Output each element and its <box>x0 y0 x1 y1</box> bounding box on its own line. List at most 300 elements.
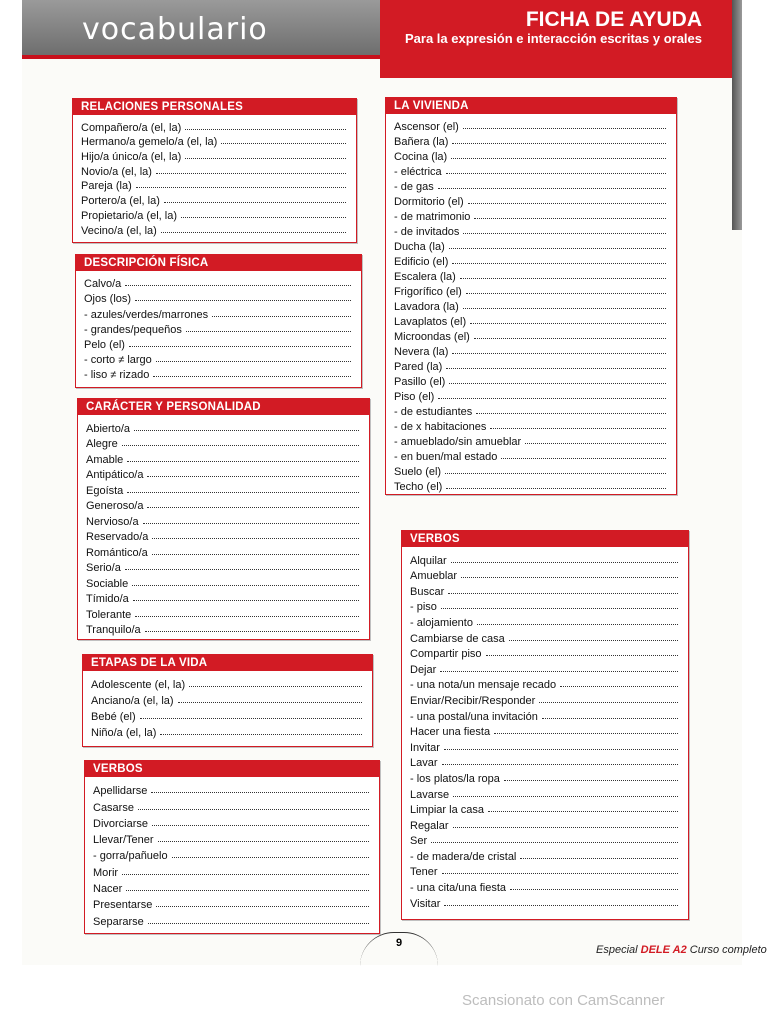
answer-line <box>470 322 666 324</box>
answer-line <box>451 561 678 563</box>
vocab-term: Lavar <box>410 757 438 770</box>
answer-line <box>474 337 666 339</box>
vocab-term: Tranquilo/a <box>86 624 141 636</box>
vocab-term: Ascensor (el) <box>394 121 459 133</box>
vocab-term: Casarse <box>93 801 134 814</box>
answer-line <box>172 856 369 858</box>
answer-line <box>468 202 666 204</box>
vocab-term: - azules/verdes/marrones <box>84 308 209 321</box>
box-caracter <box>77 398 370 640</box>
vocab-term: Ser <box>410 835 428 848</box>
box-verbos-1 <box>84 760 380 934</box>
vocab-term: Amable <box>86 453 124 466</box>
vocab-entry <box>394 478 676 493</box>
vocab-entry <box>86 621 369 637</box>
vocab-entry <box>410 832 688 848</box>
vocab-term: Calvo/a <box>84 278 122 291</box>
vocab-entry <box>394 418 676 433</box>
vocab-entry <box>410 691 688 707</box>
vocab-entry <box>394 133 676 148</box>
vocab-term: Separarse <box>93 915 144 928</box>
vocab-entry <box>394 388 676 403</box>
answer-line <box>127 460 359 462</box>
answer-line <box>135 615 359 617</box>
vocab-entry <box>81 148 356 163</box>
answer-line <box>161 231 346 233</box>
vocab-entry <box>410 660 688 676</box>
vocab-entry <box>86 528 369 544</box>
vocab-term: Lavarse <box>410 788 450 801</box>
box-header: RELACIONES PERSONALES <box>73 99 356 115</box>
vocab-term: Sociable <box>86 577 129 590</box>
answer-line <box>221 142 346 144</box>
answer-line <box>504 779 678 781</box>
vocab-term: Romántico/a <box>86 546 148 559</box>
vocab-term: Hijo/a único/a (el, la) <box>81 151 182 164</box>
answer-line <box>145 630 359 632</box>
page-edge-shadow <box>732 0 742 230</box>
vocab-term: Buscar <box>410 585 445 598</box>
answer-line <box>178 701 362 703</box>
vocab-term: Anciano/a (el, la) <box>91 695 174 707</box>
ficha-header <box>380 0 732 78</box>
answer-line <box>431 841 678 843</box>
vocab-entry <box>93 814 379 830</box>
vocab-term: Tolerante <box>86 608 132 621</box>
answer-line <box>463 232 666 234</box>
vocab-term: Nevera (la) <box>394 346 449 358</box>
vocab-term: Bebé (el) <box>91 711 136 723</box>
answer-line <box>442 872 678 874</box>
vocab-term: Propietario/a (el, la) <box>81 209 177 222</box>
vocab-entry <box>86 512 369 528</box>
vocab-term: - de madera/de cristal <box>410 850 517 863</box>
vocab-entry <box>410 754 688 770</box>
answer-line <box>539 701 678 703</box>
box-header: LA VIVIENDA <box>386 98 676 114</box>
scanner-watermark: Scansionato con CamScanner <box>462 992 665 1009</box>
answer-line <box>143 522 359 524</box>
vocab-term: Vecino/a (el, la) <box>81 224 157 237</box>
vocab-term: - gorra/pañuelo <box>93 850 168 863</box>
vocab-entry <box>410 769 688 785</box>
vocab-term: Escalera (la) <box>394 271 456 283</box>
answer-line <box>461 576 678 578</box>
vocab-entry <box>394 448 676 463</box>
vocab-term: Bañera (la) <box>394 136 449 148</box>
vocab-term: - amueblado/sin amueblar <box>394 436 522 448</box>
vocab-entry <box>394 328 676 343</box>
vocab-entry <box>84 351 361 366</box>
vocab-entry <box>394 178 676 193</box>
vocab-term: Piso (el) <box>394 391 435 403</box>
vocab-term: Nervioso/a <box>86 515 139 528</box>
vocab-term: Suelo (el) <box>394 466 442 478</box>
vocab-entry <box>86 419 369 435</box>
answer-line <box>125 284 351 286</box>
vocab-term: Divorciarse <box>93 817 149 830</box>
vocab-entry <box>410 878 688 894</box>
vocab-term: Niño/a (el, la) <box>91 727 157 739</box>
ficha-subtitle: Para la expresión e interacción escritas y orales <box>405 31 702 46</box>
vocab-term: Frigorífico (el) <box>394 286 462 298</box>
answer-line <box>444 904 678 906</box>
answer-line <box>135 299 351 301</box>
vocab-term: Dejar <box>410 663 437 676</box>
vocab-entry <box>81 178 356 193</box>
answer-line <box>212 315 351 317</box>
vocab-entry <box>410 629 688 645</box>
vocab-entry <box>410 847 688 863</box>
answer-line <box>185 157 346 159</box>
vocab-entry <box>394 268 676 283</box>
vocab-entry <box>84 290 361 305</box>
vocab-term: Nacer <box>93 883 123 896</box>
answer-line <box>153 375 351 377</box>
answer-line <box>452 262 666 264</box>
vocab-entry <box>84 366 361 381</box>
vocab-term: Abierto/a <box>86 422 131 435</box>
answer-line <box>125 568 359 570</box>
vocab-entry <box>86 590 369 606</box>
answer-line <box>510 888 678 890</box>
vocab-entry <box>81 222 356 237</box>
answer-line <box>152 537 359 539</box>
vocabulario-banner <box>22 0 380 59</box>
answer-line <box>122 444 359 446</box>
vocab-term: Antipático/a <box>86 469 144 481</box>
answer-line <box>127 491 359 493</box>
answer-line <box>476 412 666 414</box>
vocab-entry <box>394 238 676 253</box>
box-verbos-2 <box>401 530 689 920</box>
vocab-term: Cambiarse de casa <box>410 632 505 645</box>
vocab-entry <box>86 481 369 497</box>
section-title: vocabulario <box>82 12 268 47</box>
vocab-term: Serio/a <box>86 562 121 574</box>
answer-line <box>488 810 678 812</box>
vocab-term: Hacer una fiesta <box>410 726 491 739</box>
vocab-term: Portero/a (el, la) <box>81 195 160 208</box>
vocab-term: - piso <box>410 601 437 614</box>
vocab-term: Techo (el) <box>394 481 443 493</box>
vocab-term: Presentarse <box>93 899 153 912</box>
vocab-entry <box>93 879 379 895</box>
answer-line <box>138 808 369 810</box>
box-vivienda <box>385 97 677 495</box>
answer-line <box>453 826 678 828</box>
vocab-term: - una postal/una invitación <box>410 710 538 723</box>
vocab-term: Llevar/Tener <box>93 834 154 847</box>
vocab-term: Pasillo (el) <box>394 376 446 388</box>
vocab-entry <box>394 208 676 223</box>
vocab-entry <box>93 781 379 797</box>
vocab-entry <box>91 723 372 739</box>
answer-line <box>134 429 359 431</box>
answer-line <box>466 292 666 294</box>
vocab-entry <box>410 598 688 614</box>
page-number: 9 <box>360 932 438 966</box>
answer-line <box>453 795 678 797</box>
vocab-entry <box>394 148 676 163</box>
answer-line <box>122 873 369 875</box>
box-header: VERBOS <box>85 761 379 777</box>
vocab-entry <box>81 207 356 222</box>
vocab-entry <box>394 193 676 208</box>
vocab-term: Lavadora (la) <box>394 301 459 313</box>
vocab-entry <box>394 253 676 268</box>
vocab-entry <box>84 305 361 320</box>
answer-line <box>438 187 666 189</box>
vocab-entry <box>91 691 372 707</box>
answer-line <box>129 345 351 347</box>
word-list <box>386 114 676 493</box>
vocab-entry <box>410 567 688 583</box>
answer-line <box>147 506 359 508</box>
vocab-entry <box>410 676 688 692</box>
answer-line <box>133 599 359 601</box>
vocab-term: Invitar <box>410 741 440 754</box>
vocab-term: Tímido/a <box>86 593 129 605</box>
vocab-term: Novio/a (el, la) <box>81 165 152 178</box>
box-etapas <box>82 654 373 747</box>
vocab-entry <box>410 738 688 754</box>
vocab-term: - de invitados <box>394 226 460 238</box>
vocab-entry <box>93 830 379 846</box>
answer-line <box>509 639 678 641</box>
answer-line <box>136 186 346 188</box>
vocab-entry <box>86 605 369 621</box>
vocab-term: Lavaplatos (el) <box>394 316 467 328</box>
answer-line <box>140 717 362 719</box>
answer-line <box>181 216 346 218</box>
vocab-term: - los platos/la ropa <box>410 772 500 785</box>
vocab-entry <box>394 283 676 298</box>
ficha-title: FICHA DE AYUDA <box>525 8 702 31</box>
vocab-term: Regalar <box>410 819 449 832</box>
vocab-entry <box>84 321 361 336</box>
publication-footer <box>596 944 767 956</box>
vocab-term: - de matrimonio <box>394 211 471 223</box>
vocab-entry <box>86 559 369 575</box>
answer-line <box>158 840 369 842</box>
answer-line <box>185 128 346 130</box>
vocab-entry <box>410 723 688 739</box>
box-header: CARÁCTER Y PERSONALIDAD <box>78 399 369 415</box>
answer-line <box>463 307 666 309</box>
vocab-term: Pelo (el) <box>84 338 125 351</box>
answer-line <box>440 670 678 672</box>
answer-line <box>474 217 666 219</box>
vocab-entry <box>410 816 688 832</box>
vocab-entry <box>410 801 688 817</box>
vocab-entry <box>394 358 676 373</box>
vocab-term: Microondas (el) <box>394 331 470 343</box>
answer-line <box>451 157 666 159</box>
word-list <box>83 671 372 739</box>
vocab-entry <box>86 497 369 513</box>
vocab-entry <box>86 466 369 482</box>
vocab-term: Alquilar <box>410 554 447 567</box>
vocab-entry <box>91 675 372 691</box>
vocab-term: - de gas <box>394 181 434 193</box>
answer-line <box>156 172 346 174</box>
answer-line <box>449 382 666 384</box>
vocab-entry <box>410 863 688 879</box>
box-header: ETAPAS DE LA VIDA <box>83 655 372 671</box>
vocab-entry <box>394 223 676 238</box>
vocab-term: - de x habitaciones <box>394 421 487 433</box>
vocab-term: - en buen/mal estado <box>394 451 498 463</box>
answer-line <box>520 857 678 859</box>
word-list <box>73 115 356 237</box>
vocab-term: - corto ≠ largo <box>84 354 152 367</box>
vocab-entry <box>93 797 379 813</box>
vocab-entry <box>394 118 676 133</box>
answer-line <box>449 247 666 249</box>
vocab-entry <box>410 707 688 723</box>
vocab-entry <box>410 551 688 567</box>
answer-line <box>151 791 369 793</box>
box-descripcion <box>75 254 362 388</box>
vocab-term: - eléctrica <box>394 166 442 178</box>
answer-line <box>444 748 678 750</box>
vocab-entry <box>86 450 369 466</box>
vocab-term: - alojamiento <box>410 616 473 629</box>
vocab-term: Ojos (los) <box>84 293 132 306</box>
answer-line <box>189 685 362 687</box>
vocab-term: Ducha (la) <box>394 241 445 253</box>
answer-line <box>560 685 678 687</box>
answer-line <box>152 824 369 826</box>
answer-line <box>445 472 666 474</box>
answer-line <box>477 623 678 625</box>
answer-line <box>160 733 362 735</box>
vocab-entry <box>93 862 379 878</box>
vocab-term: Egoísta <box>86 484 124 497</box>
answer-line <box>448 592 678 594</box>
vocab-term: Visitar <box>410 897 441 910</box>
vocab-term: Compañero/a (el, la) <box>81 121 182 134</box>
answer-line <box>148 922 369 924</box>
answer-line <box>525 442 666 444</box>
answer-line <box>463 127 666 129</box>
vocab-entry <box>410 894 688 910</box>
vocab-entry <box>86 435 369 451</box>
vocab-entry <box>84 336 361 351</box>
vocab-term: Hermano/a gemelo/a (el, la) <box>81 136 218 149</box>
vocab-term: Alegre <box>86 438 118 450</box>
vocab-term: Tener <box>410 866 438 879</box>
answer-line <box>132 584 359 586</box>
vocab-term: Generoso/a <box>86 500 144 512</box>
answer-line <box>494 732 678 734</box>
answer-line <box>126 889 369 891</box>
box-relaciones <box>72 98 357 243</box>
vocab-entry <box>394 343 676 358</box>
vocab-entry <box>81 163 356 178</box>
vocab-entry <box>394 163 676 178</box>
answer-line <box>452 142 666 144</box>
word-list <box>76 271 361 381</box>
answer-line <box>460 277 666 279</box>
vocab-term: Adolescente (el, la) <box>91 679 186 691</box>
answer-line <box>438 397 666 399</box>
vocab-term: Morir <box>93 866 119 879</box>
vocab-term: Edificio (el) <box>394 256 449 268</box>
answer-line <box>452 352 666 354</box>
vocab-entry <box>410 582 688 598</box>
answer-line <box>446 367 666 369</box>
vocab-entry <box>81 134 356 149</box>
vocab-entry <box>394 433 676 448</box>
vocab-entry <box>394 463 676 478</box>
vocab-entry <box>410 785 688 801</box>
vocab-term: - de estudiantes <box>394 406 473 418</box>
vocab-entry <box>81 192 356 207</box>
vocab-entry <box>93 911 379 927</box>
vocab-term: Pared (la) <box>394 361 443 373</box>
answer-line <box>186 330 351 332</box>
answer-line <box>441 607 678 609</box>
box-header: VERBOS <box>402 531 688 547</box>
vocab-entry <box>84 275 361 290</box>
word-list <box>402 547 688 910</box>
answer-line <box>446 487 666 489</box>
answer-line <box>486 654 678 656</box>
vocab-entry <box>394 373 676 388</box>
vocab-term: Apellidarse <box>93 785 148 798</box>
vocab-entry <box>394 298 676 313</box>
vocab-entry <box>86 574 369 590</box>
answer-line <box>446 172 666 174</box>
answer-line <box>156 360 351 362</box>
answer-line <box>442 763 678 765</box>
vocab-entry <box>93 895 379 911</box>
vocab-entry <box>93 846 379 862</box>
vocab-entry <box>86 543 369 559</box>
answer-line <box>501 457 666 459</box>
vocab-term: Reservado/a <box>86 531 149 543</box>
vocab-entry <box>394 403 676 418</box>
publication-suffix: Curso completo <box>686 944 767 956</box>
box-header: DESCRIPCIÓN FÍSICA <box>76 255 361 271</box>
vocab-term: Enviar/Recibir/Responder <box>410 694 536 707</box>
answer-line <box>156 905 369 907</box>
vocab-term: Dormitorio (el) <box>394 196 464 208</box>
answer-line <box>490 427 666 429</box>
vocab-term: - liso ≠ rizado <box>84 369 150 382</box>
vocab-term: Amueblar <box>410 570 458 583</box>
vocab-term: Limpiar la casa <box>410 804 484 817</box>
vocab-entry <box>394 313 676 328</box>
vocab-term: Compartir piso <box>410 648 482 661</box>
answer-line <box>147 475 359 477</box>
word-list <box>78 415 369 636</box>
word-list <box>85 777 379 928</box>
vocab-term: Cocina (la) <box>394 151 448 163</box>
vocab-entry <box>91 707 372 723</box>
vocab-entry <box>410 645 688 661</box>
vocab-term: - una nota/un mensaje recado <box>410 679 557 692</box>
vocab-term: - una cita/una fiesta <box>410 882 507 895</box>
vocab-entry <box>410 613 688 629</box>
vocab-term: - grandes/pequeños <box>84 323 182 336</box>
answer-line <box>152 553 359 555</box>
publication-highlight: DELE A2 <box>640 944 687 956</box>
vocab-entry <box>81 119 356 134</box>
answer-line <box>542 717 678 719</box>
